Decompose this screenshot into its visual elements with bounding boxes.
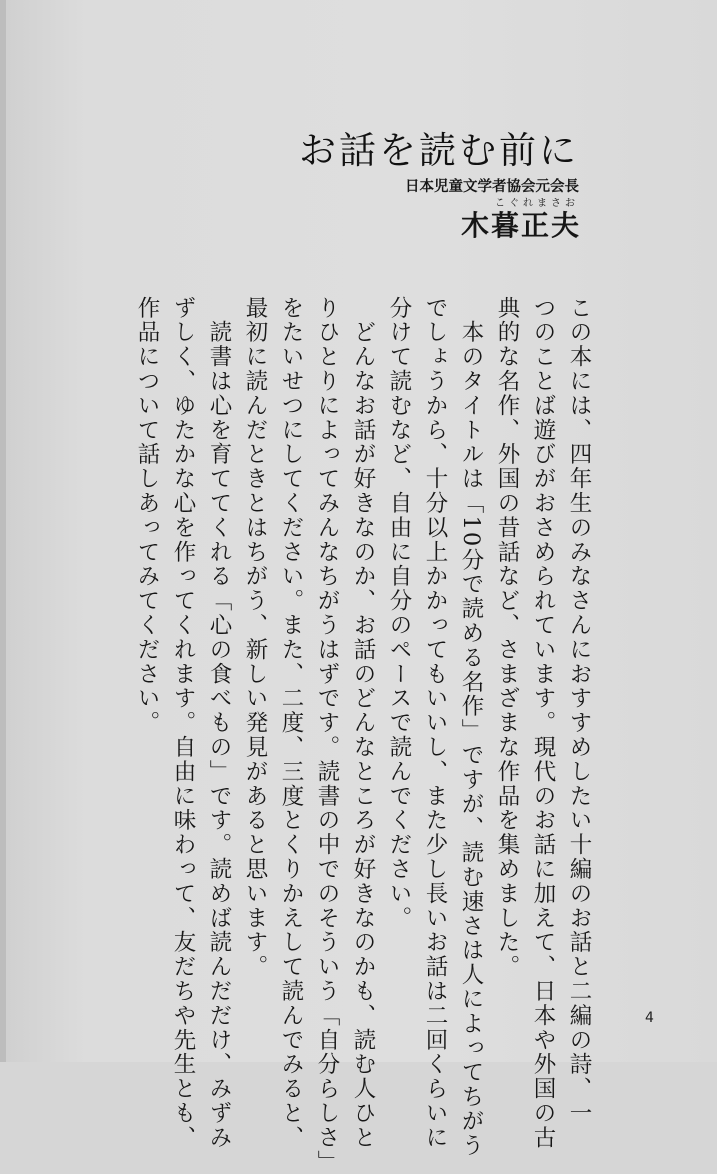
body-column: でしょうから、十分以上かかってもいいし、また少し長いお話は二回くらいに	[422, 296, 448, 1150]
body-column: 本のタイトルは「10分で読める名作」ですが、読む速さは人によってちがう	[458, 296, 484, 1159]
author-name: 木暮正夫	[460, 209, 581, 242]
body-column: この本には、四年生のみなさんにおすすめしたい十編のお話と二編の詩、一	[566, 296, 592, 1126]
page-number: 4	[645, 1010, 654, 1026]
body-column: 読書は心を育ててくれる「心の食べもの」です。読めば読んだだけ、みずみ	[206, 296, 232, 1150]
body-column: つのことば遊びがおさめられています。現代のお話に加えて、日本や外国の古	[530, 296, 556, 1150]
body-column: どんなお話が好きなのか、お話のどんなところが好きなのかも、読む人ひと	[350, 296, 376, 1150]
body-column: 典的な名作、外国の昔話など、さまざまな作品を集めました。	[494, 296, 520, 980]
body-column: 作品について話しあってみてください。	[134, 296, 160, 736]
body-column: をたいせつにしてください。また、二度、三度とくりかえして読んでみると、	[278, 296, 304, 1150]
body-text	[134, 296, 595, 1174]
binding-shadow	[0, 0, 6, 1062]
author-reading: こぐれまさお	[495, 198, 579, 209]
body-column: 最初に読んだときとはちがう、新しい発見があると思います。	[242, 296, 268, 980]
page-title: お話を読む前に	[299, 129, 579, 172]
body-column: ずしく、ゆたかな心を作ってくれます。自由に味わって、友だちや先生とも、	[170, 296, 196, 1150]
author-affiliation: 日本児童文学者協会元会長	[405, 179, 579, 195]
body-column: りひとりによってみんなちがうはずです。読書の中でのそういう「自分らしさ」	[314, 296, 340, 1174]
body-column: 分けて読むなど、自由に自分のペースで読んでください。	[386, 296, 412, 931]
